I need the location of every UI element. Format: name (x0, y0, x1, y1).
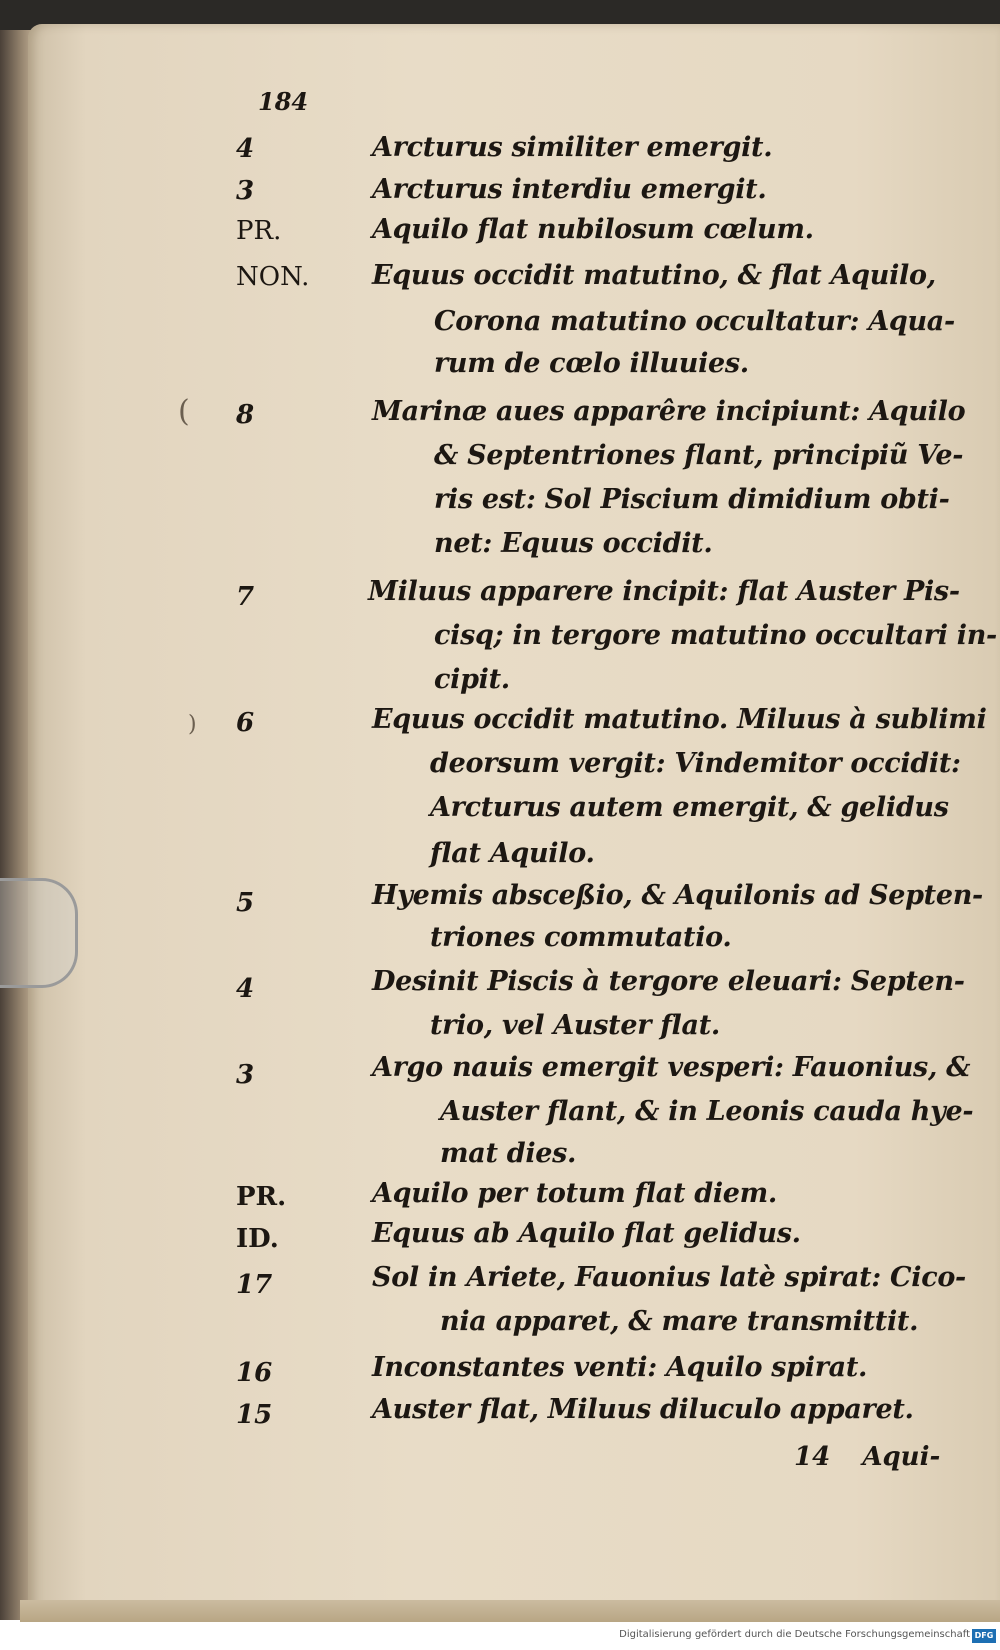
page-stack-edge (20, 1600, 1000, 1622)
day-label: PR. (236, 1182, 287, 1212)
entry-line: Arcturus interdiu emergit. (372, 174, 767, 205)
day-label: 8 (236, 400, 255, 430)
page-clip (0, 878, 78, 988)
funding-credit: Digitalisierung gefördert durch die Deutsche Forschungsgemeinschaft (619, 1629, 970, 1640)
day-label: 16 (236, 1358, 273, 1388)
entry-line: Inconstantes venti: Aquilo spirat. (372, 1352, 868, 1383)
entry-line: Miluus apparere incipit: flat Auster Pis- (368, 576, 960, 607)
dfg-logo: DFG (972, 1629, 996, 1643)
entry-line: Auster flat, Miluus diluculo apparet. (372, 1394, 914, 1425)
catchword-word: Aqui- (862, 1442, 941, 1472)
entry-line: Marinæ aues apparêre incipiunt: Aquilo (372, 396, 966, 427)
day-label: ID. (236, 1224, 279, 1254)
entry-line: & Septentriones flant, principiũ Ve- (434, 440, 964, 471)
entry-line: net: Equus occidit. (434, 528, 713, 559)
entry-line: Hyemis absceßio, & Aquilonis ad Septen- (372, 880, 983, 911)
entry-line: triones commutatio. (430, 922, 732, 953)
entry-line: nia apparet, & mare transmittit. (440, 1306, 919, 1337)
day-label: 4 (236, 974, 255, 1004)
entry-line: ris est: Sol Piscium dimidium obti- (434, 484, 950, 515)
margin-bracket-mark: ( (178, 394, 190, 429)
entry-line: Desinit Piscis à tergore eleuari: Septen- (372, 966, 965, 997)
entry-line: Auster flant, & in Leonis cauda hye- (440, 1096, 974, 1127)
entry-line: flat Aquilo. (430, 838, 595, 869)
day-label: 15 (236, 1400, 273, 1430)
entry-line: deorsum vergit: Vindemitor occidit: (430, 748, 961, 779)
entry-line: cipit. (434, 664, 510, 695)
entry-line: Aquilo flat nubilosum cœlum. (372, 214, 814, 245)
day-label: PR. (236, 216, 282, 246)
entry-line: Equus ab Aquilo flat gelidus. (372, 1218, 801, 1249)
day-label: 4 (236, 134, 255, 164)
day-label: 7 (236, 582, 255, 612)
day-label: 3 (236, 1060, 255, 1090)
entry-line: Arcturus autem emergit, & gelidus (430, 792, 949, 823)
day-label: 3 (236, 176, 255, 206)
entry-line: mat dies. (440, 1138, 577, 1169)
entry-line: trio, vel Auster flat. (430, 1010, 720, 1041)
entry-line: Equus occidit matutino, & flat Aquilo, (372, 260, 936, 291)
entry-line: Sol in Ariete, Fauonius latè spirat: Cico- (372, 1262, 966, 1293)
entry-line: Equus occidit matutino. Miluus à sublimi (372, 704, 987, 735)
entry-line: cisq; in tergore matutino occultari in- (434, 620, 997, 651)
catchword (794, 1444, 940, 1470)
entry-line: Corona matutino occultatur: Aqua- (434, 306, 955, 337)
page-number: 184 (258, 87, 309, 116)
day-label: NON. (236, 262, 310, 292)
entry-line: Aquilo per totum flat diem. (372, 1178, 778, 1209)
catchword-number: 14 (794, 1442, 831, 1472)
day-label: 5 (236, 888, 255, 918)
entry-line: Argo nauis emergit vesperi: Fauonius, & (372, 1052, 971, 1083)
entry-line: Arcturus similiter emergit. (372, 132, 773, 163)
day-label: 6 (236, 708, 255, 738)
day-label: 17 (236, 1270, 273, 1300)
entry-line: rum de cœlo illuuies. (434, 348, 749, 379)
margin-bracket-mark: ) (188, 712, 197, 737)
footer-bar (0, 1626, 1000, 1650)
